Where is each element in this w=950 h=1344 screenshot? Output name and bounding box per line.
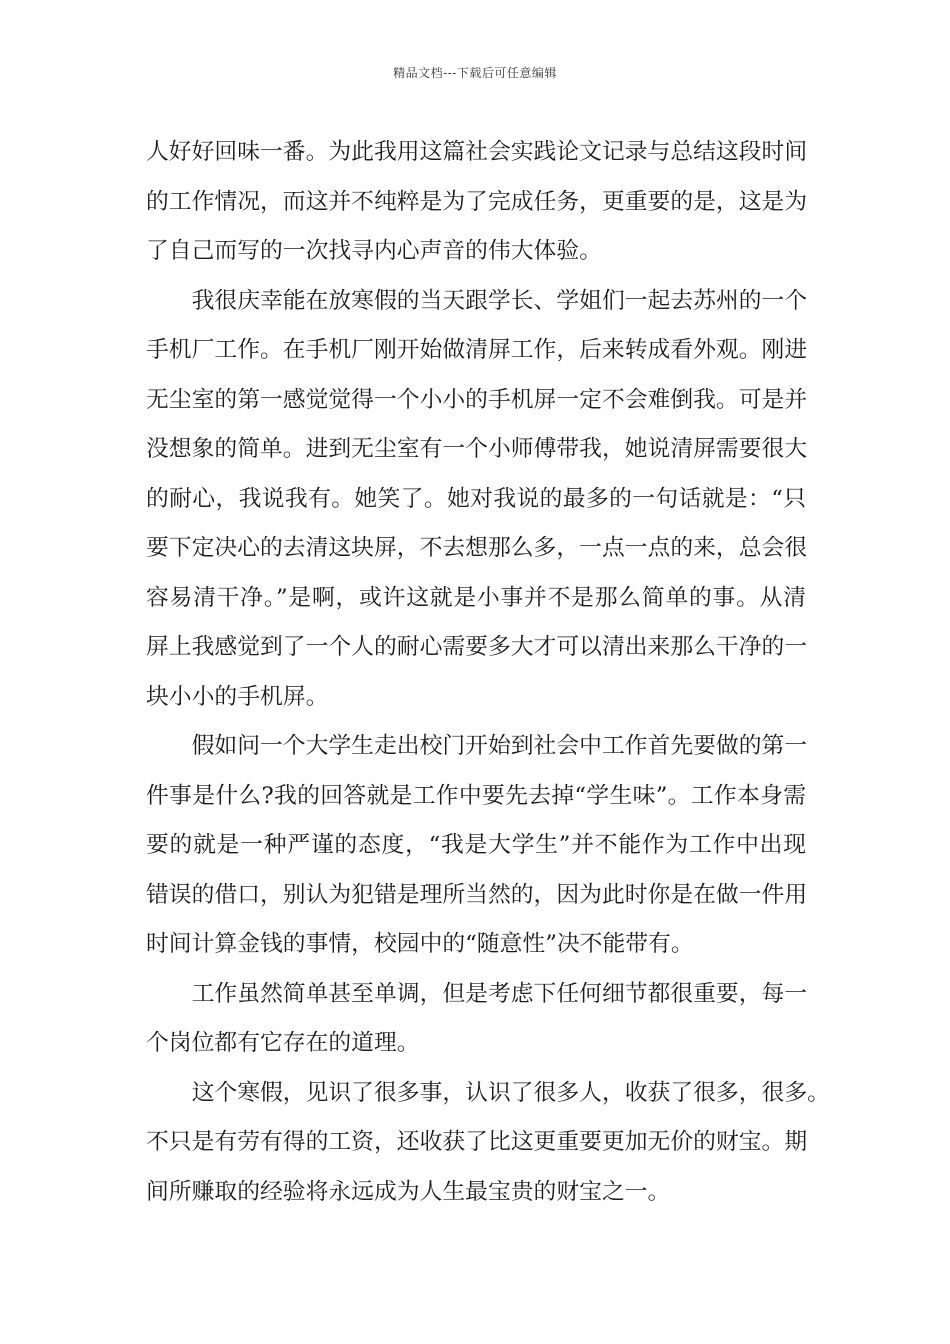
paragraph-5 bbox=[146, 1069, 830, 1218]
text-line: 假如问一个大学生走出校门开始到社会中工作首先要做的第一 bbox=[191, 733, 808, 759]
text-line: 时间计算金钱的事情，校园中的“随意性”决不能带有。 bbox=[146, 931, 694, 957]
text-line: 我很庆幸能在放寒假的当天跟学长、学姐们一起去苏州的一个 bbox=[191, 287, 808, 314]
text-line: 这个寒假，见识了很多事，认识了很多人，收获了很多，很多。 bbox=[191, 1079, 830, 1106]
text-line: 手机厂工作。在手机厂刚开始做清屏工作，后来转成看外观。刚进 bbox=[146, 337, 808, 363]
paragraph-4 bbox=[146, 970, 806, 1069]
page-header: 精品文档---下载后可任意编辑 bbox=[393, 66, 557, 80]
text-line: 的工作情况，而这并不纯粹是为了完成任务，更重要的是，这是为 bbox=[146, 188, 808, 215]
document-body bbox=[146, 128, 830, 1217]
text-line: 要下定决心的去清这块屏，不去想那么多，一点一点的来，总会很 bbox=[146, 535, 808, 561]
text-line: 人好好回味一番。为此我用这篇社会实践论文记录与总结这段时间 bbox=[146, 139, 808, 165]
text-line: 没想象的简单。进到无尘室有一个小师傅带我，她说清屏需要很大 bbox=[146, 436, 808, 462]
paragraph-1 bbox=[146, 128, 806, 277]
text-line: 不只是有劳有得的工资，还收获了比这更重要更加无价的财宝。期 bbox=[146, 1129, 808, 1155]
text-line: 间所赚取的经验将永远成为人生最宝贵的财宝之一。 bbox=[146, 1178, 671, 1205]
text-line: 要的就是一种严谨的态度，“我是大学生”并不能作为工作中出现 bbox=[146, 832, 806, 858]
text-line: 错误的借口，别认为犯错是理所当然的，因为此时你是在做一件用 bbox=[146, 881, 808, 908]
text-line: 的耐心，我说我有。她笑了。她对我说的最多的一句话就是：“只 bbox=[146, 485, 806, 512]
text-line: 屏上我感觉到了一个人的耐心需要多大才可以清出来那么干净的一 bbox=[146, 634, 808, 660]
text-line: 容易清干净。”是啊，或许这就是小事并不是那么简单的事。从清 bbox=[146, 584, 806, 611]
text-line: 工作虽然简单甚至单调，但是考虑下任何细节都很重要，每一 bbox=[191, 980, 808, 1007]
paragraph-3 bbox=[146, 722, 806, 970]
paragraph-2 bbox=[146, 277, 806, 723]
text-line: 无尘室的第一感觉觉得一个小小的手机屏一定不会难倒我。可是并 bbox=[146, 386, 808, 413]
text-line: 个岗位都有它存在的道理。 bbox=[146, 1030, 420, 1056]
text-line: 件事是什么?我的回答就是工作中要先去掉“学生味”。工作本身需 bbox=[146, 782, 806, 809]
text-line: 了自己而写的一次找寻内心声音的伟大体验。 bbox=[146, 238, 602, 264]
text-line: 块小小的手机屏。 bbox=[146, 683, 329, 710]
